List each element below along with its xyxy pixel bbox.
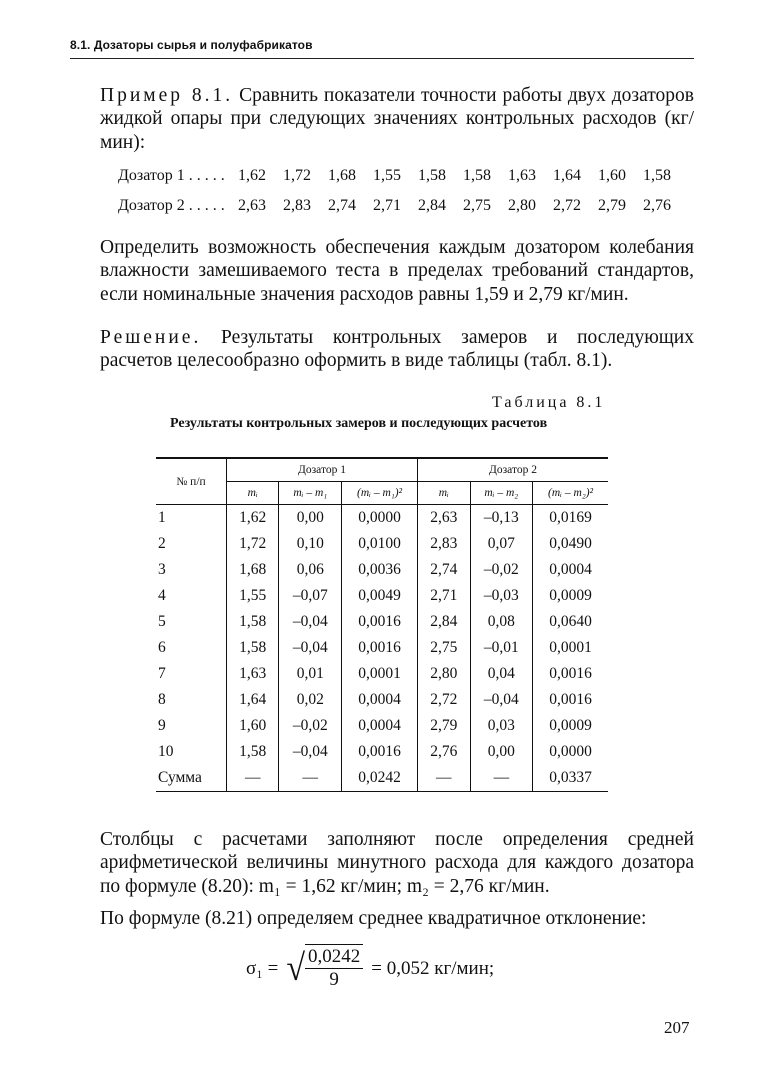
header-rule: [70, 58, 694, 59]
table-cell: 0,03: [470, 713, 533, 739]
doser-value: 1,58: [463, 167, 491, 184]
task-paragraph: Определить возможность обеспечения каждым дозатором колебания влажности замешиваемого теста в пределах требований стандартов, если номинальные значения расходов равны 1,59 и 2,79 кг/мин.: [100, 237, 694, 305]
table-cell: 0,04: [470, 661, 533, 687]
doser-value: 1,60: [598, 167, 626, 184]
table-cell: 0,0016: [342, 635, 418, 661]
col-header: mᵢ – m₁: [279, 482, 342, 505]
table-cell: 0,0004: [533, 557, 608, 583]
table-cell: 0,0000: [342, 505, 418, 532]
doser-value: 2,76: [643, 197, 671, 214]
doser-value: 2,75: [463, 197, 491, 214]
doser-value: 1,58: [418, 167, 446, 184]
table-cell: 1,72: [227, 531, 279, 557]
doser-value: 1,55: [373, 167, 401, 184]
row-label-cell: 8: [158, 691, 166, 708]
doser-value: 2,72: [553, 197, 581, 214]
example-text: Сравнить показатели точности работы двух дозаторов жидкой опары при следующих значениях контрольных расходов (кг/мин):: [100, 85, 694, 153]
table-cell: 0,07: [470, 531, 533, 557]
table-cell: 0,10: [279, 531, 342, 557]
table-cell: —: [418, 765, 470, 792]
table-cell: 2,79: [418, 713, 470, 739]
col-header: mᵢ – m₂: [470, 482, 533, 505]
paragraph-formula-intro: По формуле (8.21) определяем среднее квадратичное отклонение:: [100, 908, 647, 929]
results-table: [156, 457, 608, 792]
table-cell: 0,0000: [533, 739, 608, 765]
solution-paragraph: [100, 326, 694, 373]
table-cell: –0,04: [279, 739, 342, 765]
table-cell: –0,04: [279, 635, 342, 661]
formula-lhs: σ₁ =: [246, 958, 279, 979]
table-cell: 0,06: [279, 557, 342, 583]
row-label-cell: 9: [158, 717, 166, 734]
table-cell: –0,01: [470, 635, 533, 661]
table-cell: —: [279, 765, 342, 792]
doser-row-1: [118, 164, 688, 194]
table-cell: 0,0004: [342, 687, 418, 713]
formula-rhs: = 0,052 кг/мин;: [371, 958, 495, 979]
table-row: [156, 765, 608, 792]
table-cell: 0,02: [279, 687, 342, 713]
col-header: (mᵢ – m₂)²: [533, 482, 608, 505]
table-cell: –0,02: [279, 713, 342, 739]
table-cell: 0,01: [279, 661, 342, 687]
doser-value: 2,80: [508, 197, 536, 214]
table-cell: 1,68: [227, 557, 279, 583]
doser-value: 1,62: [238, 167, 266, 184]
table-cell: 1,58: [227, 635, 279, 661]
table-row: [156, 531, 608, 557]
table-cell: 0,0100: [342, 531, 418, 557]
table-cell: 0,0016: [533, 687, 608, 713]
table-row: [156, 505, 608, 532]
col-header-num: № п/п: [156, 458, 227, 505]
solution-label: Решение.: [100, 327, 202, 348]
denominator: 9: [329, 969, 339, 990]
table-cell: 2,83: [418, 531, 470, 557]
table-row: [156, 687, 608, 713]
table-cell: 0,0016: [533, 661, 608, 687]
group-header-doser-1: Дозатор 1: [227, 458, 418, 482]
table-cell: 2,75: [418, 635, 470, 661]
table-cell: —: [227, 765, 279, 792]
table-cell: 0,0016: [342, 739, 418, 765]
doser-row-2: [118, 194, 688, 224]
col-header: mᵢ: [227, 482, 279, 505]
doser-label: Дозатор 2 . . . . .: [118, 197, 225, 214]
table-cell: 0,0036: [342, 557, 418, 583]
table-cell: 0,00: [279, 505, 342, 532]
radical-sign-icon: √: [286, 948, 306, 989]
doser-value: 1,72: [283, 167, 311, 184]
row-label-cell: 2: [158, 535, 166, 552]
page-number: 207: [664, 1018, 690, 1037]
table-cell: 0,0490: [533, 531, 608, 557]
fraction: [305, 944, 363, 994]
doser-value: 1,63: [508, 167, 536, 184]
table-title: Результаты контрольных замеров и последующих расчетов: [170, 416, 548, 431]
table-cell: 0,0640: [533, 609, 608, 635]
example-paragraph: [100, 84, 694, 154]
formula-sigma1: [246, 944, 494, 994]
table-cell: 2,72: [418, 687, 470, 713]
doser-value: 2,63: [238, 197, 266, 214]
row-label-cell: 10: [158, 743, 174, 760]
doser-value: 1,58: [643, 167, 671, 184]
row-label-cell: 1: [158, 509, 166, 526]
table-cell: 1,62: [227, 505, 279, 532]
doser-value: 2,79: [598, 197, 626, 214]
row-label-cell: 7: [158, 665, 166, 682]
table-cell: 0,0004: [342, 713, 418, 739]
table-row: [156, 609, 608, 635]
table-cell: 2,63: [418, 505, 470, 532]
doser-value: 2,84: [418, 197, 446, 214]
table-cell: 2,80: [418, 661, 470, 687]
table-cell: 0,0049: [342, 583, 418, 609]
table-cell: –0,02: [470, 557, 533, 583]
table-cell: 0,08: [470, 609, 533, 635]
table-cell: 2,76: [418, 739, 470, 765]
table-cell: 0,0009: [533, 583, 608, 609]
doser-value: 1,68: [328, 167, 356, 184]
table-cell: —: [470, 765, 533, 792]
example-label: Пример 8.1.: [100, 85, 234, 106]
table-row: [156, 583, 608, 609]
table-cell: –0,04: [470, 687, 533, 713]
table-cell: 1,58: [227, 739, 279, 765]
table-row: [156, 661, 608, 687]
table-cell: 0,0001: [342, 661, 418, 687]
table-cell: 0,0001: [533, 635, 608, 661]
table-cell: 0,0016: [342, 609, 418, 635]
table-row: [156, 713, 608, 739]
row-label-cell: 4: [158, 587, 166, 604]
group-header-doser-2: Дозатор 2: [418, 458, 608, 482]
table-cell: 1,60: [227, 713, 279, 739]
doser-value: 1,64: [553, 167, 581, 184]
table-cell: 1,58: [227, 609, 279, 635]
table-cell: –0,13: [470, 505, 533, 532]
doser-values: [118, 164, 688, 224]
numerator: 0,0242: [305, 946, 363, 969]
table-row: [156, 739, 608, 765]
table-cell: 0,00: [470, 739, 533, 765]
table-cell: 2,74: [418, 557, 470, 583]
col-header: mᵢ: [418, 482, 470, 505]
table-cell: 0,0169: [533, 505, 608, 532]
doser-value: 2,74: [328, 197, 356, 214]
table-cell: 0,0009: [533, 713, 608, 739]
table-cell: –0,07: [279, 583, 342, 609]
running-header: 8.1. Дозаторы сырья и полуфабрикатов: [70, 38, 313, 52]
table-cell: –0,03: [470, 583, 533, 609]
row-label-cell: 6: [158, 639, 166, 656]
col-header: (mᵢ – m₁)²: [342, 482, 418, 505]
table-number: Таблица 8.1: [492, 394, 606, 411]
row-label-cell: 5: [158, 613, 166, 630]
table-cell: 1,55: [227, 583, 279, 609]
doser-value: 2,83: [283, 197, 311, 214]
table-cell: 0,0242: [342, 765, 418, 792]
table-cell: 2,84: [418, 609, 470, 635]
table-row: [156, 557, 608, 583]
paragraph-after-table: Столбцы с расчетами заполняют после определения средней арифметической величины минутного расхода для каждого дозатора по формуле (8.20): m₁ = 1,62 кг/мин; m₂ = 2,76 кг/мин.: [100, 829, 694, 897]
doser-label: Дозатор 1 . . . . .: [118, 167, 225, 184]
table-cell: 0,0337: [533, 765, 608, 792]
table-cell: –0,04: [279, 609, 342, 635]
table-cell: 1,63: [227, 661, 279, 687]
square-root: [286, 944, 363, 994]
table-cell: 1,64: [227, 687, 279, 713]
table-cell: 2,71: [418, 583, 470, 609]
table-row: [156, 635, 608, 661]
row-label-cell: 3: [158, 561, 166, 578]
solution-text: Результаты контрольных замеров и последующих расчетов целесообразно оформить в виде таблицы (табл. 8.1).: [100, 327, 694, 372]
row-label-cell: Сумма: [156, 765, 227, 792]
doser-value: 2,71: [373, 197, 401, 214]
